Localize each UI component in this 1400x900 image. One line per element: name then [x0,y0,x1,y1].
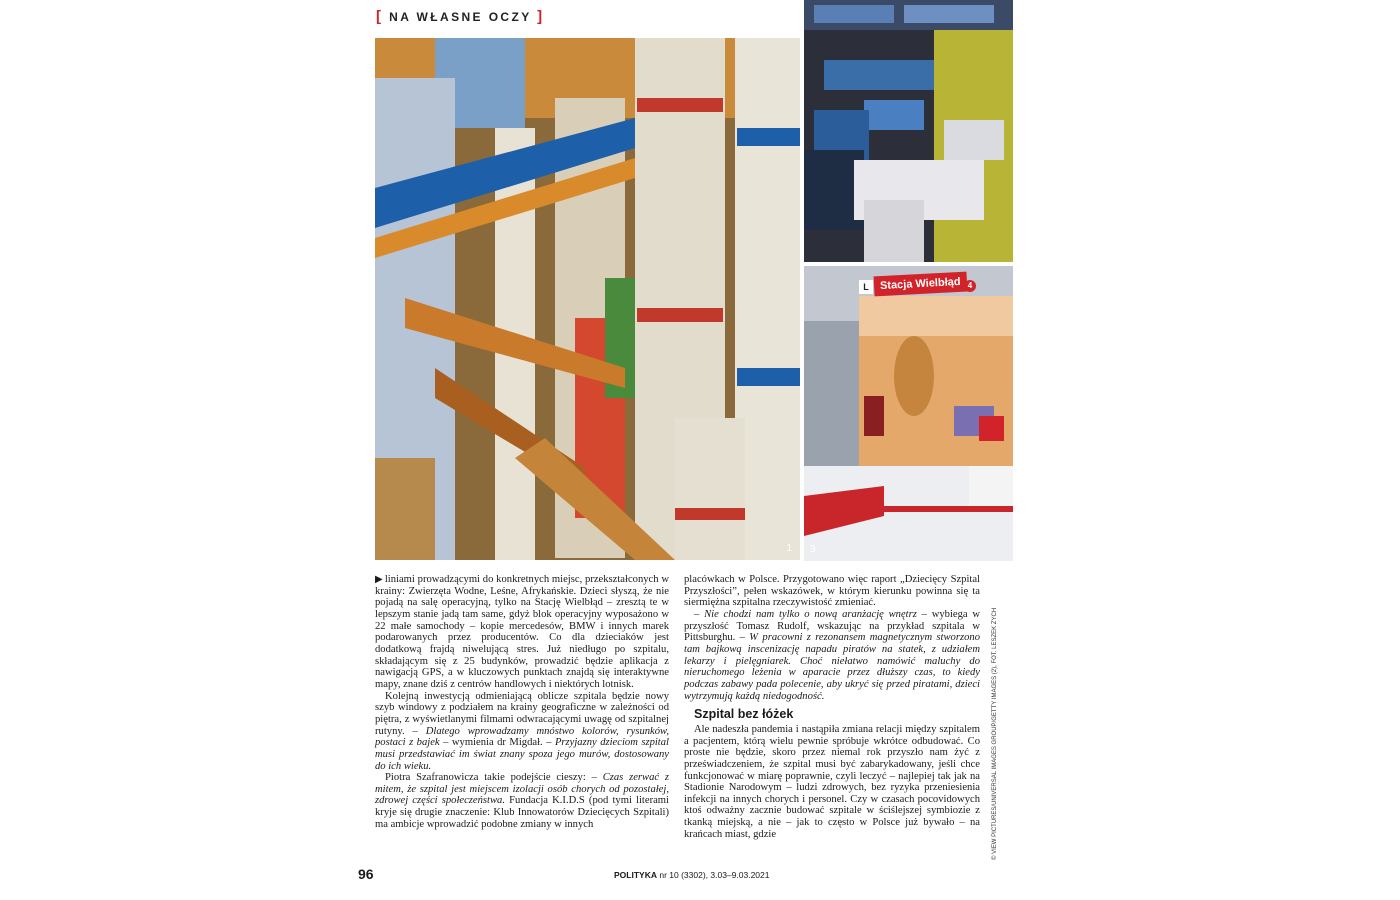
issue-date: nr 10 (3302), 3.03–9.03.2021 [659,870,770,880]
paragraph-text: Ale nadeszła pandemia i nastąpiła zmiana relacji między szpitalem a pacjentem, którą wielu pewnie spróbuje wkrótce odbudować. Co proste nie będzie, skoro przez niemal rok przyszło nam żyć z przeświadczeniem, że szpital musi być zabarykadowany, jeśli chce funkcjonować w miarę poprawnie, czyli leczyć – najlepiej tak jak na Stadionie Narodowym – ludzi zdrowych, bez ryzyka przeniesienia infekcji na innych chorych i personel. Czy w czasach pocovidowych ktoś odważny zacznie budować szpitale w ściślejszej symbiozie z tkanką miejską, a nie – jak to często w Polsce już bywało – na krańcach miast, gdzie [684,723,980,840]
paragraph-text: placówkach w Polsce. Przygotowano więc raport „Dziecięcy Szpital Przyszłości”, pełen wskazówek, w którym kierunku powinna się ta siermiężna szpitalna rzeczywistość zmieniać. [684,574,980,609]
paragraph-text: – wybiega w przyszłość Tomasz Rudolf, wskazując na przykład szpitala w Pittsburghu. – [684,608,980,644]
page-number: 96 [358,866,374,882]
paragraph-text: Kolejną inwestycją odmieniającą oblicze szpitala będzie nowy szyb windowy z podziałem na krainy geograficzne w zależności od piętra, z wyświetlanymi filmami odwracającymi uwagę od szpitalnej rutyny. – [375,690,669,737]
station-sign: Stacja Wielbłąd [874,272,968,297]
paragraph [375,574,669,691]
paragraph [375,772,669,830]
section-tag [376,8,545,25]
paragraph [684,724,980,841]
photo-3-label: 3 [810,544,816,555]
atrium-photo-icon [375,38,800,560]
paragraph-text: Fundacja K.I.D.S (pod tymi literami kryje się drugie znaczenie: Klub Innowatorów Dziecięcych Szpitali) ma ambicje wprowadzić podobne zmiany w innych [375,795,669,830]
paragraph [684,609,980,702]
paragraph-text: – [694,608,700,620]
atrium-photo [375,38,800,560]
paragraph-text: – wymienia dr Migdał. – [443,737,552,749]
right-column [684,574,980,840]
sign-number: 4 [964,280,976,292]
control-room-photo [804,0,1013,262]
control-room-photo-icon [804,0,1013,262]
photo-1-label: 1 [786,543,792,554]
paragraph [375,691,669,773]
quote-text: Przyjazny dzieciom szpital musi przedstawiać im świat znany spoza jego murów, dostosowany do ich wieku. [375,737,669,772]
photo-credit: © VIEW PICTURES/UNIVERSAL IMAGES GROUP/GETTY IMAGES (2), FOT. LESZEK ZYCH [992,607,998,860]
quote-text: W pracowni z rezonansem magnetycznym stworzono tam bajkową inscenizację napadu piratów na statek, z udziałem lekarzy i pielęgniarek. Choć niełatwo namówić maluchy do nieruchomego leżenia w aparacie przez dłuższy czas, to kiedy podczas zabawy pada polecenie, aby ukryć się przed piratami, dzieci wytrzymują każdą niedogodność. [684,632,980,702]
subheading: Szpital bez łóżek [694,707,794,722]
quote-text: Czas zerwać z mitem, że szpital jest miejscem izolacji osób chorych od pozostałej, zdrowej części społeczeństwa. [375,772,670,807]
bracket-open: [ [376,8,384,25]
sign-letter: L [859,280,873,294]
corridor-photo-icon [804,266,1013,561]
issue-info [614,870,769,880]
paragraph-text: Piotra Szafranowicza takie podejście cieszy: – [385,772,597,784]
paragraph [684,574,980,609]
section-title: NA WŁASNE OCZY [389,10,532,24]
quote-text: Dlatego wprowadzamy mnóstwo kolorów, rysunków, postaci z bajek [375,725,669,749]
quote-text: Nie chodzi nam tylko o nową aranżację wnętrz [704,608,917,620]
left-column [375,574,669,830]
magazine-name: POLITYKA [614,870,657,880]
corridor-photo [804,266,1013,561]
play-arrow-icon: ▶ [375,574,383,585]
bracket-close: ] [537,8,545,25]
paragraph-text: liniami prowadzącymi do konkretnych miejsc, przekształconych w krainy: Zwierzęta Wodne, Leśne, Afrykańskie. Dzieci słyszą, że nie pojadą na salę operacyjną, tylko na Stację Wielbłąd – zresztą te w lepszym stanie jadą tam same, gdyż blok operacyjny wyposażono w 22 małe samochody – kopie mercedesów, BMW i innych marek podarowanych przez producentów. Co dla dzieciaków jest dodatkową frajdą niwelującą stres. Już niedługo po szpitalu, składającym się z 25 budynków, prowadzić będzie aplikacja z nawigacją GPS, a w kluczowych punktach znajdą się interaktywne mapy, znane dziś z centrów handlowych i niektórych lotnisk. [375,574,669,690]
